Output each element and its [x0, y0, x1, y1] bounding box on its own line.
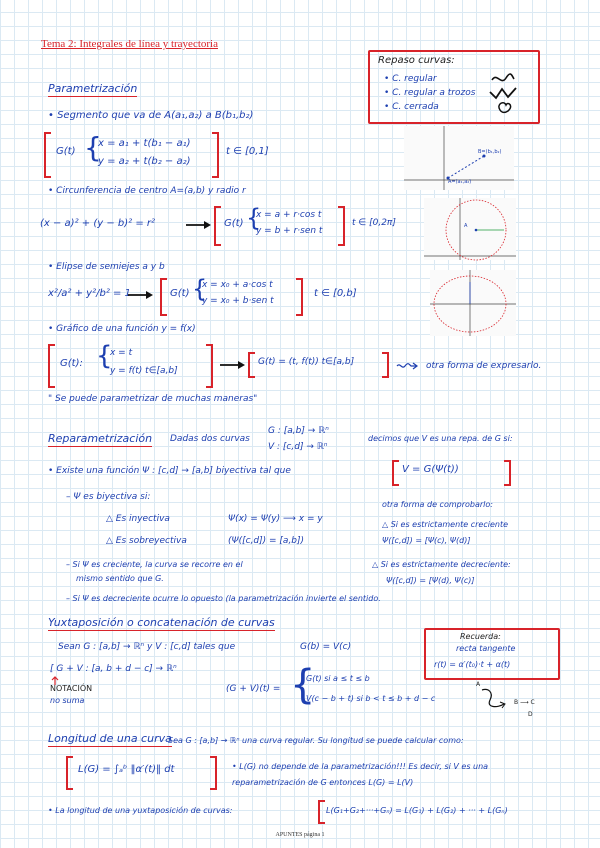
circle-t: t ∈ [0,2π]	[352, 218, 396, 228]
longitud-last-bracket-left	[318, 800, 325, 824]
segment-bracket-right	[212, 132, 219, 178]
circle-y: y = b + r·sen t	[256, 226, 323, 236]
yuxta-brace: {	[290, 662, 316, 708]
arrow-icon	[186, 220, 212, 230]
circle-label: • Circunferencia de centro A=(a,b) y radio r	[48, 186, 246, 196]
graph-note: otra forma de expresarlo.	[426, 361, 542, 371]
ellipse-brace: {	[192, 275, 208, 303]
repaso-item-trozos: • C. regular a trozos	[384, 88, 476, 98]
page-title: Tema 2: Integrales de línea y trayectoria	[41, 38, 218, 50]
reparam-creciente-eq: Ψ([c,d]) = [Ψ(c), Ψ(d)]	[382, 536, 471, 545]
graph2-bracket-right	[382, 352, 389, 378]
yuxta-eq-lhs: (G + V)(t) =	[226, 684, 281, 694]
reparam-G-def: G : [a,b] → ℝⁿ	[268, 426, 329, 436]
graph-brace: {	[96, 341, 113, 371]
segment-bracket-left	[44, 132, 51, 178]
reparam-eq-box: V = G(Ψ(t))	[402, 464, 459, 475]
ellipse-figure	[430, 270, 516, 336]
circle-x: x = a + r·cos t	[256, 210, 322, 220]
yuxta-case-1: G(t) si a ≤ t ≤ b	[306, 674, 370, 683]
reparam-decimos: decimos que V es una repa. de G si:	[368, 434, 513, 443]
longitud-last-eq: L(G₁+G₂+···+Gₙ) = L(G₁) + L(G₂) + ··· + L(Gₙ)	[326, 806, 508, 815]
longitud-formula: L(G) = ∫ₐᵇ ‖α′(t)‖ dt	[78, 764, 175, 775]
segment-G: G(t)	[56, 146, 76, 157]
ellipse-t: t ∈ [0,b]	[314, 288, 357, 299]
reparam-decreciente: △ Si es estrictamente decreciente:	[372, 560, 511, 569]
recuerda-eq: r(t) = α′(t₀)·t + α(t)	[434, 660, 511, 669]
ellipse-bracket-left	[160, 278, 167, 316]
circle-equation: (x − a)² + (y − b)² = r²	[40, 218, 155, 229]
segment-figure	[404, 126, 514, 190]
curve-regular-icon	[490, 72, 516, 86]
many-ways-note: " Se puede parametrizar de muchas maneras"	[48, 394, 258, 404]
ellipse-label: • Elipse de semiejes a y b	[48, 262, 165, 272]
graph-G: G(t):	[60, 358, 83, 369]
section-yuxtaposicion: Yuxtaposición o concatenación de curvas	[48, 616, 275, 629]
longitud-sea: Sea G : [a,b] → ℝⁿ una curva regular. Su longitud se puede calcular como:	[168, 736, 464, 745]
recuerda-title: Recuerda:	[460, 632, 501, 641]
concatenation-curve-icon	[478, 686, 514, 716]
ellipse-y: y = x₀ + b·sen t	[202, 296, 274, 306]
reparam-inyectiva-eq: Ψ(x) = Ψ(y) ⟶ x = y	[228, 514, 323, 524]
curve-piecewise-icon	[488, 86, 520, 100]
reparam-decreciente-eq: Ψ([c,d]) = [Ψ(d), Ψ(c)]	[386, 576, 475, 585]
yuxta-notacion: NOTACIÓN	[50, 684, 93, 693]
reparam-inyectiva: △ Es inyectiva	[106, 514, 170, 524]
reparam-V-def: V : [c,d] → ℝⁿ	[268, 442, 328, 452]
longitud-bracket-right	[210, 756, 217, 790]
curve-closed-icon	[496, 100, 514, 114]
circle-brace: {	[246, 204, 262, 232]
ellipse-x: x = x₀ + a·cos t	[202, 280, 273, 290]
page-footer: APUNTES página 1	[275, 832, 325, 838]
graph-G2: G(t) = (t, f(t)) t∈[a,b]	[258, 357, 355, 367]
reparam-sobreyectiva-eq: (Ψ([c,d]) = [a,b])	[228, 536, 305, 546]
graph2-bracket-left	[248, 352, 255, 378]
reparam-otra-forma: otra forma de comprobarlo:	[382, 500, 493, 509]
reparam-eq-bracket-right	[504, 460, 511, 486]
arrow-icon	[220, 360, 246, 370]
section-longitud: Longitud de una curva	[48, 732, 172, 745]
graph-x: x = t	[110, 348, 133, 358]
repaso-item-regular: • C. regular	[384, 74, 437, 84]
segment-brace: {	[84, 131, 102, 164]
graph-label: • Gráfico de una función y = f(x)	[48, 324, 196, 334]
circle-figure-A: A	[464, 223, 468, 229]
reparam-dadas: Dadas dos curvas	[170, 434, 250, 444]
repaso-item-cerrada: • C. cerrada	[384, 102, 439, 112]
recuerda-subtitle: recta tangente	[456, 644, 516, 653]
repaso-title: Repaso curvas:	[378, 55, 455, 66]
arrow-icon	[128, 290, 154, 300]
graph-bracket-right	[206, 344, 213, 388]
longitud-no-depende: • L(G) no depende de la parametrización!!! Es decir, si V es una	[232, 762, 489, 771]
segment-label: • Segmento que va de A(a₁,a₂) a B(b₁,b₂)	[48, 110, 254, 121]
reparam-sobreyectiva: △ Es sobreyectiva	[106, 536, 187, 546]
notacion-arrow-icon	[50, 676, 60, 686]
concat-B: B ⟶ C	[514, 699, 535, 706]
squiggle-arrow-icon	[396, 362, 418, 370]
reparam-creciente: △ Si es estrictamente creciente	[382, 520, 509, 529]
longitud-no-depende-2: reparametrización de G entonces L(G) = L(V)	[232, 778, 414, 787]
ellipse-bracket-right	[296, 278, 303, 316]
longitud-bracket-left	[66, 756, 73, 790]
reparam-si-creciente-1: – Si Ψ es creciente, la curva se recorre en el	[66, 560, 243, 569]
reparam-si-decreciente: – Si Ψ es decreciente ocurre lo opuesto (la parametrización invierte el sentido.	[66, 594, 381, 603]
segment-figure-A: A=(a₁,a₂)	[448, 179, 472, 185]
section-parametrizacion: Parametrización	[48, 82, 138, 95]
reparam-existe: • Existe una función Ψ : [c,d] → [a,b] biyectiva tal que	[48, 466, 291, 476]
circle-G: G(t)	[224, 218, 244, 229]
concat-D: D	[528, 711, 533, 718]
longitud-yuxtaposicion: • La longitud de una yuxtaposición de curvas:	[48, 806, 233, 815]
graph-y: y = f(t) t∈[a,b]	[110, 366, 178, 376]
yuxta-sean: Sean G : [a,b] → ℝⁿ y V : [c,d] tales que	[58, 642, 236, 652]
ellipse-figure-svg	[430, 270, 516, 336]
ellipse-equation: x²/a² + y²/b² = 1	[48, 288, 131, 299]
recuerda-box	[424, 628, 560, 680]
segment-y: y = a₂ + t(b₂ − a₂)	[98, 156, 191, 167]
yuxta-sum-def: [ G + V : [a, b + d − c] → ℝⁿ	[50, 664, 177, 674]
circle-bracket-left	[214, 206, 221, 246]
graph-bracket-left	[48, 344, 55, 388]
concat-A: A	[476, 681, 481, 688]
reparam-eq-bracket-left	[392, 460, 399, 486]
reparam-si-creciente-2: mismo sentido que G.	[76, 574, 164, 583]
yuxta-no-suma: no suma	[50, 696, 85, 705]
segment-t: t ∈ [0,1]	[226, 146, 269, 157]
segment-x: x = a₁ + t(b₁ − a₁)	[98, 138, 191, 149]
segment-figure-B: B=(b₁,b₂)	[478, 149, 502, 155]
repaso-curvas-box	[368, 50, 540, 124]
circle-figure	[424, 198, 516, 260]
reparam-biyectiva: – Ψ es biyectiva si:	[66, 492, 151, 502]
yuxta-condition: G(b) = V(c)	[300, 642, 352, 652]
circle-figure-svg	[424, 198, 516, 260]
ellipse-G: G(t)	[170, 288, 190, 299]
circle-bracket-right	[338, 206, 345, 246]
yuxta-case-2: V(c − b + t) si b < t ≤ b + d − c	[306, 694, 436, 703]
section-reparametrizacion: Reparametrización	[48, 432, 153, 445]
